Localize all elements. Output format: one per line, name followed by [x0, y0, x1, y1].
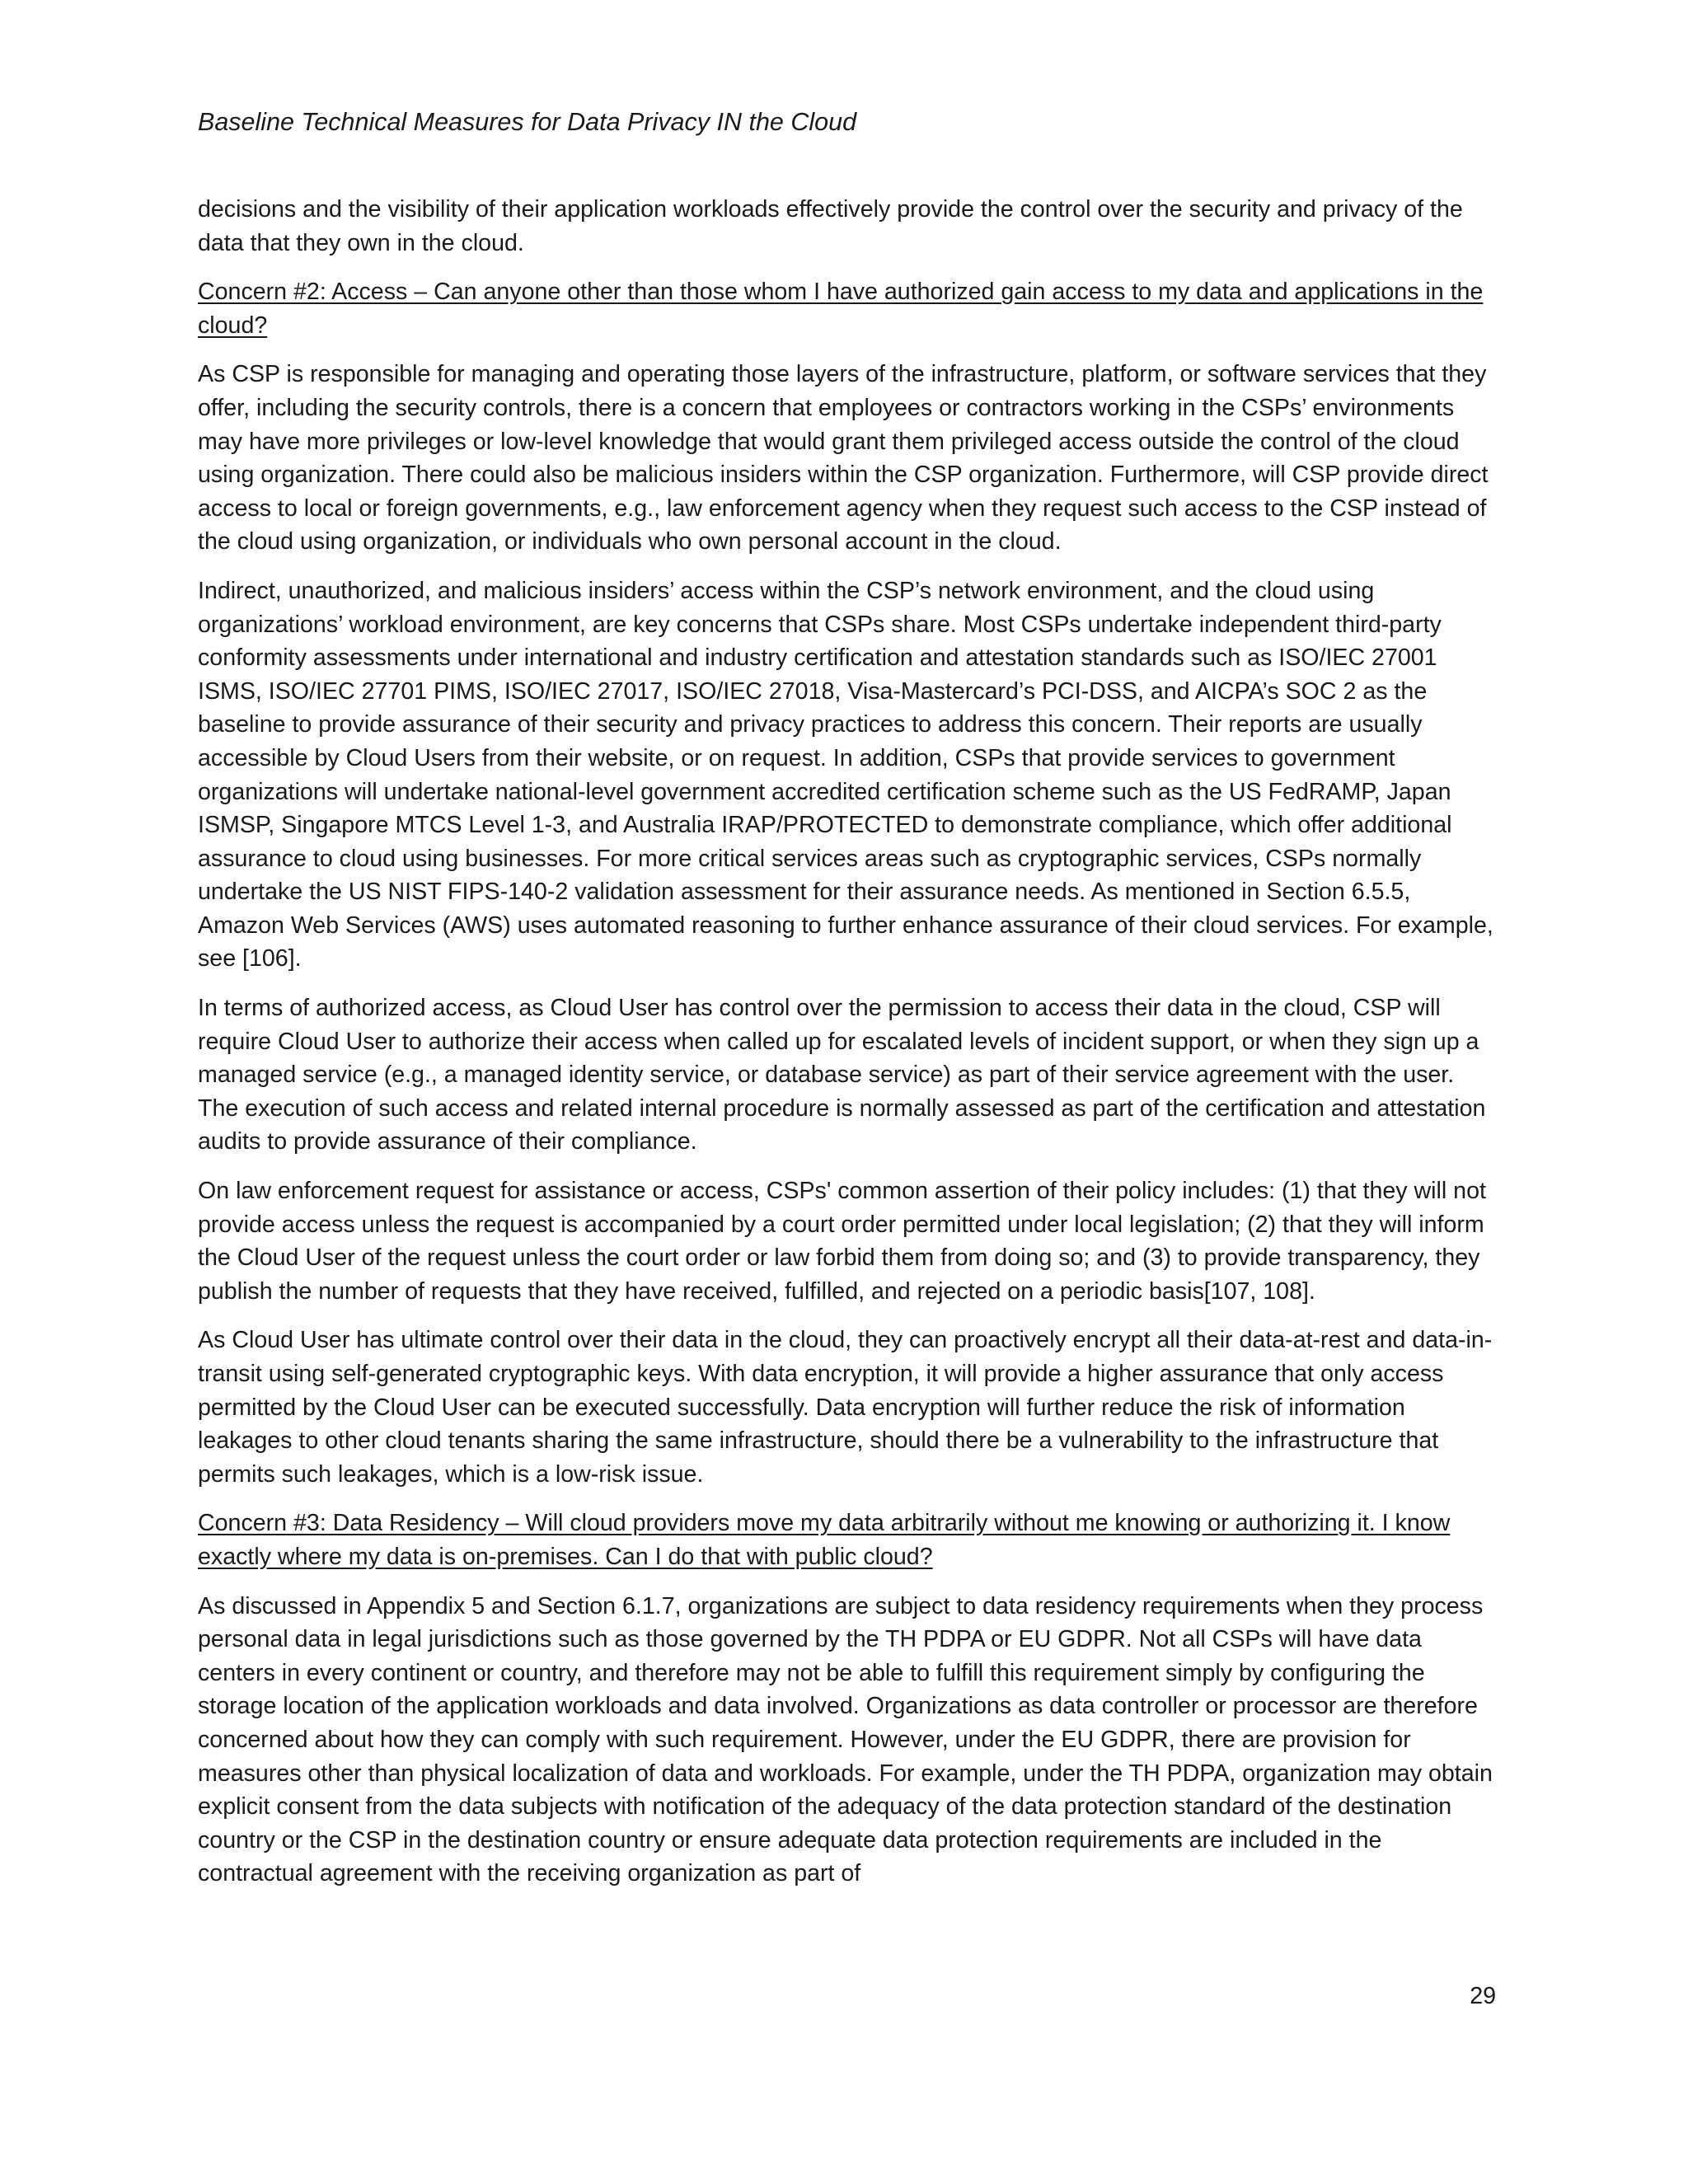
- concern-3-heading: Concern #3: Data Residency – Will cloud providers move my data arbitrarily without me knowing or authorizing it. I know exactly where my data is on-premises. Can I do that with public cloud?: [198, 1510, 1451, 1570]
- paragraph-insider-access: Indirect, unauthorized, and malicious insiders’ access within the CSP’s network environment, and the cloud using organizations’ workload environment, are key concerns that CSPs share. Most CSPs undertake independent third-party conformity assessments under international and industry certification and attestation standards such as ISO/IEC 27001 ISMS, ISO/IEC 27701 PIMS, ISO/IEC 27017, ISO/IEC 27018, Visa-Mastercard’s PCI-DSS, and AICPA’s SOC 2 as the baseline to provide assurance of their security and privacy practices to address this concern. Their reports are usually accessible by Cloud Users from their website, or on request. In addition, CSPs that provide services to government organizations will undertake national-level government accredited certification scheme such as the US FedRAMP, Japan ISMSP, Singapore MTCS Level 1-3, and Australia IRAP/PROTECTED to demonstrate compliance, which offer additional assurance to cloud using businesses. For more critical services areas such as cryptographic services, CSPs normally undertake the US NIST FIPS-140-2 validation assessment for their assurance needs. As mentioned in Section 6.5.5, Amazon Web Services (AWS) uses automated reasoning to further enhance assurance of their cloud services. For example, see [106].: [198, 577, 1493, 972]
- concern-2-heading: Concern #2: Access – Can anyone other than those whom I have authorized gain access to my data and applications in the cloud?: [198, 279, 1484, 339]
- body-text: [198, 193, 1496, 1891]
- document-page: [198, 105, 1496, 1906]
- paragraph-continuation: decisions and the visibility of their application workloads effectively provide the control over the security and privacy of the data that they own in the cloud.: [198, 196, 1463, 256]
- running-header: Baseline Technical Measures for Data Privacy IN the Cloud: [198, 108, 857, 136]
- page-number: 29: [1470, 1983, 1496, 2009]
- paragraph-authorized-access: In terms of authorized access, as Cloud User has control over the permission to access their data in the cloud, CSP will require Cloud User to authorize their access when called up for escalated levels of incident support, or when they sign up a managed service (e.g., a managed identity service, or database service) as part of their service agreement with the user. The execution of such access and related internal procedure is normally assessed as part of the certification and attestation audits to provide assurance of their compliance.: [198, 995, 1486, 1155]
- paragraph-csp-responsibility: As CSP is responsible for managing and operating those layers of the infrastructure, platform, or software services that they offer, including the security controls, there is a concern that employees or contractors working in the CSPs’ environments may have more privileges or low-level knowledge that would grant them privileged access outside the control of the cloud using organization. There could also be malicious insiders within the CSP organization. Furthermore, will CSP provide direct access to local or foreign governments, e.g., law enforcement agency when they request such access to the CSP instead of the cloud using organization, or individuals who own personal account in the cloud.: [198, 361, 1489, 555]
- paragraph-encryption: As Cloud User has ultimate control over their data in the cloud, they can proactively encrypt all their data-at-rest and data-in-transit using self-generated cryptographic keys. With data encryption, it will provide a higher assurance that only access permitted by the Cloud User can be executed successfully. Data encryption will further reduce the risk of information leakages to other cloud tenants sharing the same infrastructure, should there be a vulnerability to the infrastructure that permits such leakages, which is a low-risk issue.: [198, 1327, 1493, 1488]
- paragraph-data-residency: As discussed in Appendix 5 and Section 6.1.7, organizations are subject to data residency requirements when they process personal data in legal jurisdictions such as those governed by the TH PDPA or EU GDPR. Not all CSPs will have data centers in every continent or country, and therefore may not be able to fulfill this requirement simply by configuring the storage location of the application workloads and data involved. Organizations as data controller or processor are therefore concerned about how they can comply with such requirement. However, under the EU GDPR, there are provision for measures other than physical localization of data and workloads. For example, under the TH PDPA, organization may obtain explicit consent from the data subjects with notification of the adequacy of the data protection standard of the destination country or the CSP in the destination country or ensure adequate data protection requirements are included in the contractual agreement with the receiving organization as part of: [198, 1592, 1493, 1887]
- paragraph-law-enforcement: On law enforcement request for assistance or access, CSPs' common assertion of their policy includes: (1) that they will not provide access unless the request is accompanied by a court order permitted under local legislation; (2) that they will inform the Cloud User of the request unless the court order or law forbid them from doing so; and (3) to provide transparency, they publish the number of requests that they have received, fulfilled, and rejected on a periodic basis[107, 108].: [198, 1178, 1486, 1305]
